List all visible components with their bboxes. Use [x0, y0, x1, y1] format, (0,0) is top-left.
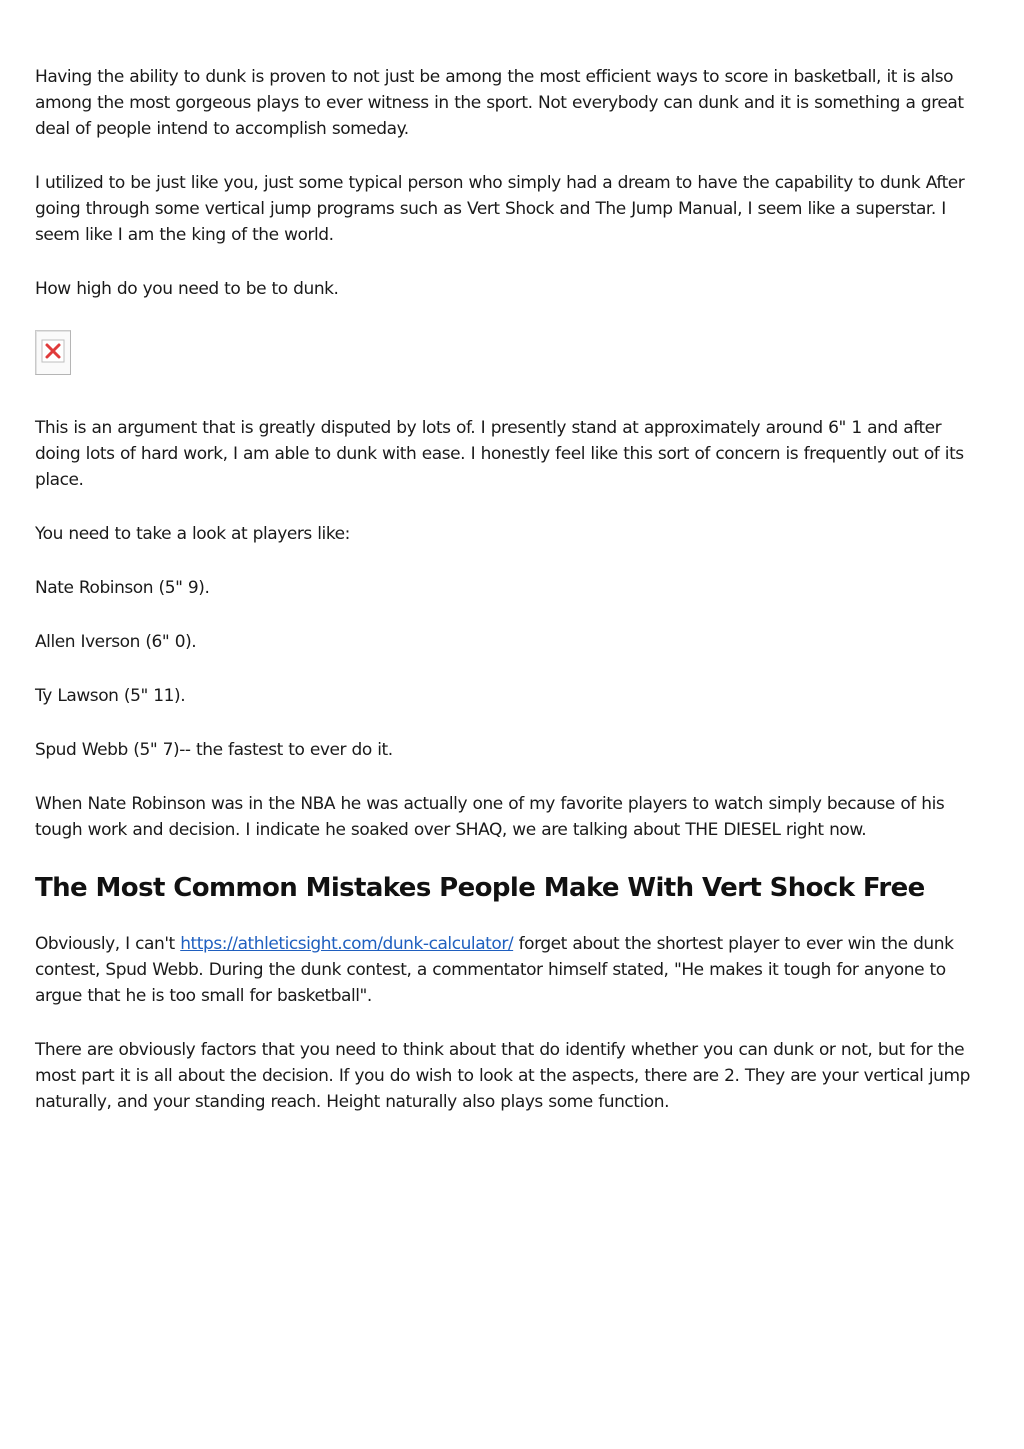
paragraph-player-ty: Ty Lawson (5" 11).	[35, 686, 186, 706]
paragraph-personal: I utilized to be just like you, just some typical person who simply had a dream to have the capability to dunk After going through some vertical jump programs such as Vert Shock and The Jump Manual, I seem like a superstar. I seem like I am the king of the world.	[35, 173, 965, 245]
paragraph-argument: This is an argument that is greatly disputed by lots of. I presently stand at approximately around 6" 1 and after doing lots of hard work, I am able to dunk with ease. I honestly feel like this sort of concern is frequently out of its place.	[35, 418, 964, 490]
broken-image-icon	[41, 339, 65, 363]
link-paragraph-before: Obviously, I can't	[35, 934, 181, 954]
paragraph-final: There are obviously factors that you need to think about that do identify whether you can dunk or not, but for the most part it is all about the decision. If you do wish to look at the aspects, there are 2. They are your vertical jump naturally, and your standing reach. Height naturally also plays some function.	[35, 1040, 970, 1112]
paragraph-player-nate: Nate Robinson (5" 9).	[35, 578, 210, 598]
paragraph-nate-story: When Nate Robinson was in the NBA he was actually one of my favorite players to watch simply because of his tough work and decision. I indicate he soaked over SHAQ, we are talking about THE DIESEL right now.	[35, 794, 945, 840]
paragraph-with-link	[35, 931, 990, 1009]
article-body	[35, 64, 990, 1143]
paragraph-players-intro: You need to take a look at players like:	[35, 524, 350, 544]
link-paragraph-after: forget about the shortest player to ever win the dunk contest, Spud Webb. During the dunk contest, a commentator himself stated, "He makes it tough for anyone to argue that he is too small for basketball".	[35, 934, 954, 1006]
paragraph-intro: Having the ability to dunk is proven to not just be among the most efficient ways to score in basketball, it is also among the most gorgeous plays to ever witness in the sport. Not everybody can dunk and it is something a great deal of people intend to accomplish someday.	[35, 67, 964, 139]
broken-image-placeholder[interactable]	[35, 330, 71, 375]
paragraph-player-spud: Spud Webb (5" 7)-- the fastest to ever do it.	[35, 740, 393, 760]
dunk-calculator-link[interactable]: https://athleticsight.com/dunk-calculator/	[180, 934, 514, 954]
paragraph-player-allen: Allen Iverson (6" 0).	[35, 632, 197, 652]
paragraph-question: How high do you need to be to dunk.	[35, 279, 339, 299]
section-heading: The Most Common Mistakes People Make With Vert Shock Free	[35, 873, 925, 903]
